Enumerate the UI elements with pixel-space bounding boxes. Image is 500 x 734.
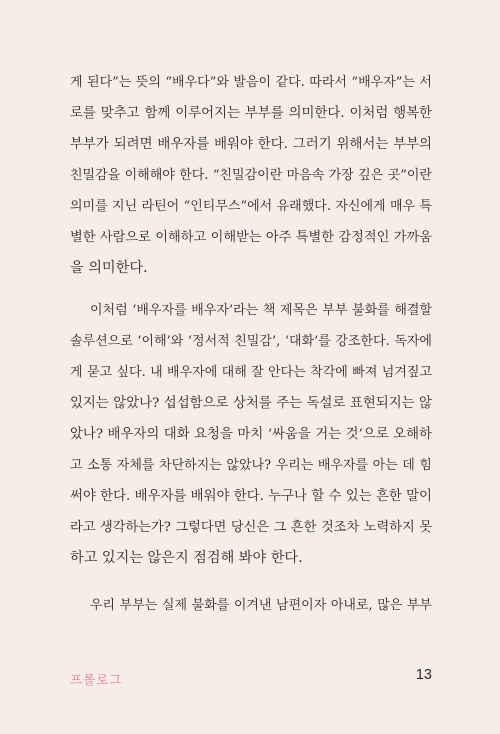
- text-line: 라고 생각하는가? 그렇다면 당신은 그 흔한 것조차 노력하지 못: [70, 520, 432, 535]
- text-line: 았나? 배우자의 대화 요청을 마치 ‘싸움을 거는 것’으로 오해하: [70, 427, 432, 442]
- text-line: 친밀감을 이해해야 한다. “친밀감이란 마음속 가장 깊은 곳”이란: [70, 168, 432, 183]
- section-label: 프롤로그: [70, 672, 123, 687]
- text-line: 있지는 않았나? 섭섭함으로 상처를 주는 독설로 표현되지는 않: [70, 396, 432, 411]
- paragraph-3: [70, 590, 432, 621]
- text-line: 을 의미한다.: [70, 260, 148, 276]
- text-line: 우리 부부는 실제 불화를 이겨낸 남편이자 아내로, 많은 부부: [90, 598, 432, 613]
- paragraph-2: [70, 295, 432, 574]
- text-line: 하고 있지는 않은지 점검해 봐야 한다.: [70, 550, 303, 566]
- text-line: 부부가 되려면 배우자를 배워야 한다. 그러기 위해서는 부부의: [70, 137, 432, 152]
- page-number: 13: [415, 667, 432, 683]
- text-line: 별한 사람으로 이해하고 이해받는 아주 특별한 감정적인 가까움: [70, 230, 432, 245]
- text-line: 써야 한다. 배우자를 배워야 한다. 누구나 할 수 있는 흔한 말이: [70, 489, 432, 504]
- paragraph-1: [70, 67, 432, 284]
- text-line: 로를 맞추고 함께 이루어지는 부부를 의미한다. 이처럼 행복한: [70, 106, 432, 121]
- text-line: 의미를 지닌 라틴어 “인티무스”에서 유래했다. 자신에게 매우 특: [70, 199, 432, 214]
- text-line: 게 된다”는 뜻의 “배우다”와 발음이 같다. 따라서 “배우자”는 서: [70, 75, 432, 90]
- text-line: 고 소통 자체를 차단하지는 않았나? 우리는 배우자를 아는 데 힘: [70, 458, 432, 473]
- text-line: 솔루션으로 ‘이해’와 ‘정서적 친밀감’, ‘대화’를 강조한다. 독자에: [70, 334, 432, 349]
- text-line: 게 묻고 싶다. 내 배우자에 대해 잘 안다는 착각에 빠져 넘겨짚고: [70, 365, 432, 380]
- text-line: 이처럼 ‘배우자를 배우자’라는 책 제목은 부부 불화를 해결할: [90, 303, 432, 318]
